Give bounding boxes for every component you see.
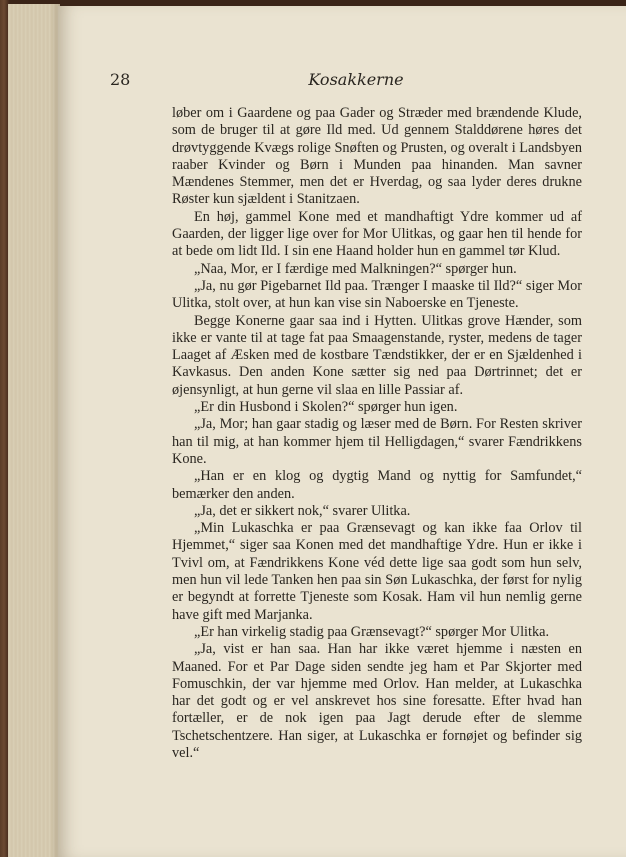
page-edges (8, 4, 60, 857)
paragraph: Begge Konerne gaar saa ind i Hytten. Ulitkas grove Hænder, som ikke er vante til at tage fat paa Smaagenstande, ryster, medens de tager Laaget af Æsken med de kostbare Tændstikker, der er en Sjældenhed i Kavkasus. Den anden Kone sætter sig ned paa Dørtrinnet; det er øjensynligt, at hun gerne vil slaa en lille Passiar af. (172, 312, 582, 398)
page-number: 28 (110, 70, 131, 89)
paragraph: „Ja, Mor; han gaar stadig og læser med de Børn. For Resten skriver han til mig, at han kommer hjem til Helligdagen,“ svarer Fændrikkens Kone. (172, 416, 582, 467)
paragraph: „Ja, vist er han saa. Han har ikke været hjemme i næsten en Maaned. For et Par Dage siden sendte jeg ham et Par Skjorter med Fomuschkin, der var hjemme med Orlov. Han melder, at Lukaschka har det godt og er vel anskrevet hos sine foresatte. Efter hvad han fortæller, er de nok igen paa Jagt derude efter de slemme Tschetschentzere. Han siger, at Lukaschka er fornøjet og befinder sig vel.“ (172, 641, 582, 761)
paragraph: løber om i Gaardene og paa Gader og Stræder med brændende Klude, som de bruger til at gøre Ild med. Ud gennem Stalddørene høres det drøvtyggende Kvægs rolige Snøften og Prusten, og overalt i Landsbyen raaber Kvinder og Børn i Munden paa hinanden. Man savner Mændenes Stemmer, men det er Hverdag, og saa lyder deres drukne Røster kun sjældent i Stanitzaen. (172, 105, 582, 208)
page-header (110, 70, 580, 94)
paragraph: „Naa, Mor, er I færdige med Malkningen?“ spørger hun. (194, 260, 517, 277)
running-title: Kosakkerne (308, 70, 404, 89)
body-text (172, 105, 582, 762)
paragraph: „Ja, det er sikkert nok,“ svarer Ulitka. (194, 502, 411, 519)
paragraph: En høj, gammel Kone med et mandhaftigt Ydre kommer ud af Gaarden, der ligger lige over for Mor Ulitkas, og gaar hen til hende for at bede om lidt Ild. I sin ene Haand holder hun en gammel tør Klud. (172, 208, 582, 260)
paragraph: „Er din Husbond i Skolen?“ spørger hun igen. (194, 399, 458, 416)
paragraph: „Ja, nu gør Pigebarnet Ild paa. Trænger I maaske til Ild?“ siger Mor Ulitka, stolt over, at hun kan vise sin Naboerske en Tjeneste. (172, 277, 582, 312)
paragraph: „Han er en klog og dygtig Mand og nyttig for Samfundet,“ bemærker den anden. (172, 468, 582, 502)
paragraph: „Er han virkelig stadig paa Grænsevagt?“ spørger Mor Ulitka. (194, 623, 550, 640)
paragraph: „Min Lukaschka er paa Grænsevagt og kan ikke faa Orlov til Hjemmet,“ siger saa Konen med det mandhaftige Ydre. Hun er ikke i Tvivl om, at Fændrikkens Kone véd dette lige saa godt som hun selv, men hun vil lede Tanken hen paa sin Søn Lukaschka, der først for nylig er begyndt at forrette Tjeneste som Kosak. Ham vil hun nemlig gerne have gift med Marjanka. (172, 520, 582, 623)
